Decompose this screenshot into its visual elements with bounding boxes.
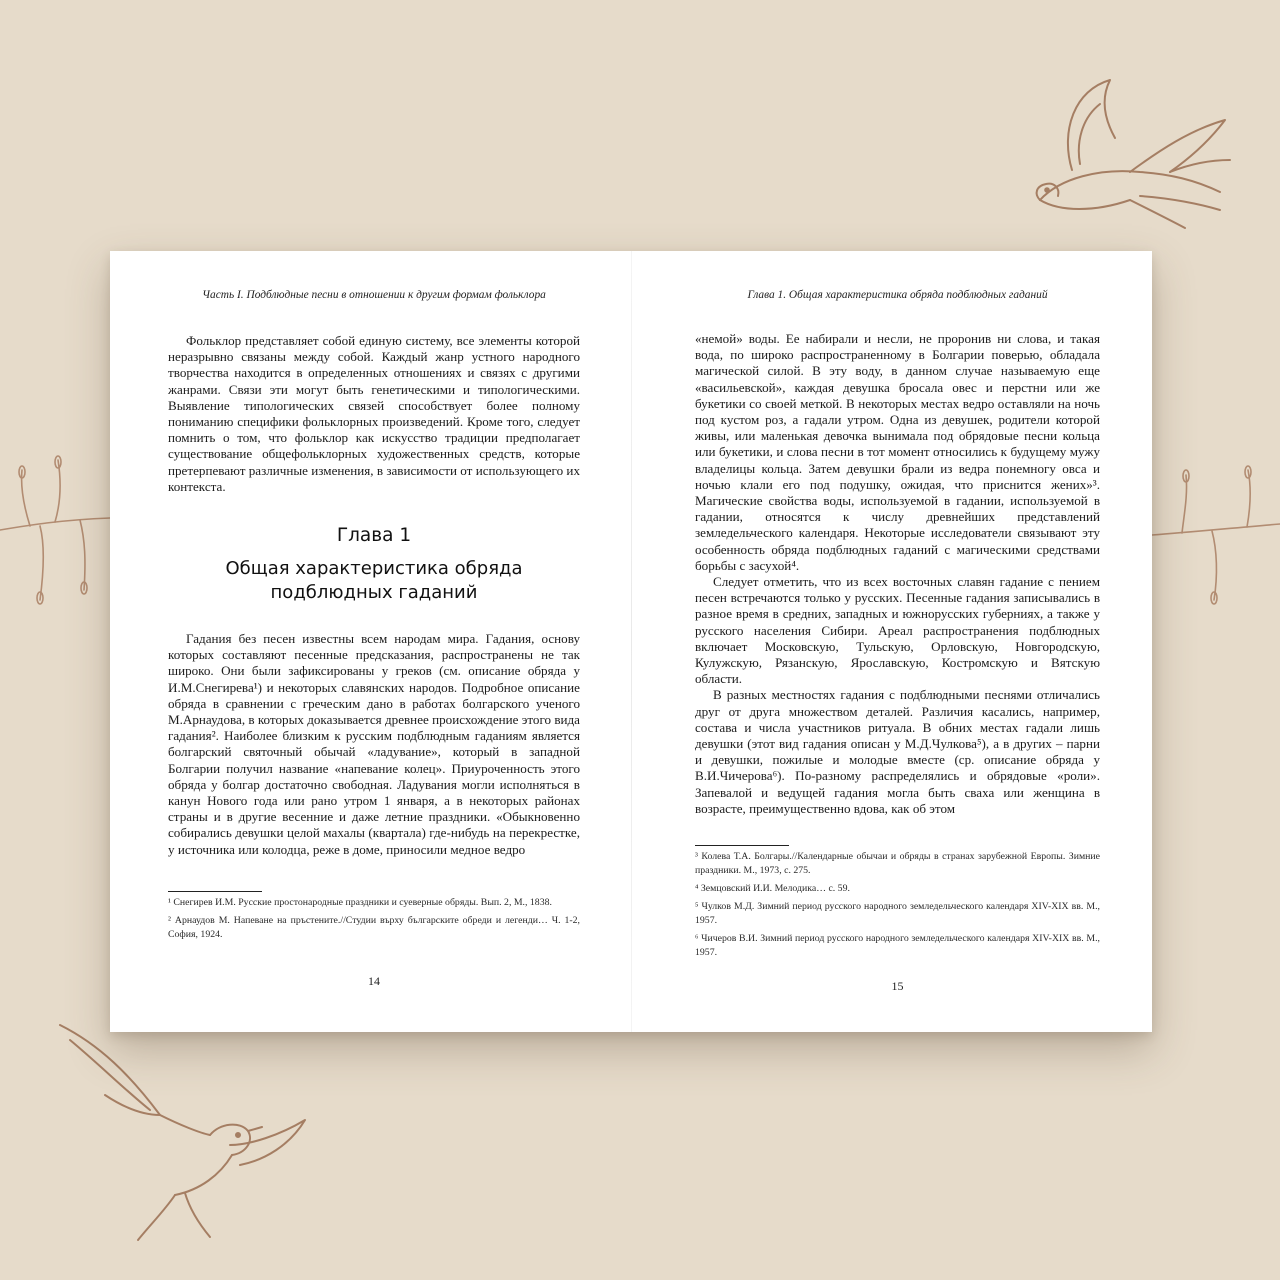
running-header-left: Часть I. Подблюдные песни в отношении к другим формам фольклора — [202, 289, 546, 301]
chapter-paragraph: Гадания без песен известны всем народам мира. Гадания, основу которых составляют песенные предсказания, распространены не так широко. Они были зафиксированы у греков (см. описание обряда у И.М.Снегирева¹) и некоторых славянских народов. Подробное описание обряда в сравнении с греческим дано в работах болгарского ученого М.Арнаудова, в которых доказывается древнее происхождение этого вида гадания². Наиболее близким к русским подблюдным гаданиям является болгарский святочный обычай «ладувание», который в западной Болгарии получил название «напевание колец». Приуроченность этого обряда у болгар достаточно свободная. Ладувания могли исполняться в канун Нового года или рано утром 1 января, а в некоторых районах страны и в другие весенние и даже летние праздники. «Обыкновенно собирались девушки целой махалы (квартала) где-нибудь на перекрестке, у источника или колодца, реже в доме, приносили медное ведро — [168, 631, 580, 857]
right-page — [695, 251, 1100, 1032]
chapter-title: Общая характеристика обряда подблюдных гаданий — [225, 558, 523, 603]
intro-paragraph: Фольклор представляет собой единую систему, все элементы которой неразрывно связаны между собой. Каждый жанр устного народного творчества находится в определенных отношениях и связях с другими жанрами. Связи эти могут быть генетическими и типологическими. Выявление типологических связей способствует более полному пониманию специфики фольклорных произведений. Кроме того, следует помнить о том, что фольклор как искусство традиции предполагает существование общефольклорных художественных средств, которые претерпевают различные изменения, в зависимости от использующего их контекста. — [168, 333, 580, 494]
footnote-rule-right — [695, 845, 789, 846]
running-header-right: Глава 1. Общая характеристика обряда подблюдных гаданий — [747, 289, 1048, 301]
footnote: ⁶ Чичеров В.И. Зимний период русского народного земледельческого календаря XIV-XIX вв. М., 1957. — [695, 933, 1100, 958]
willow-branch-left-icon — [0, 430, 110, 640]
page-number-right: 15 — [891, 979, 904, 993]
footnote: ⁵ Чулков М.Д. Зимний период русского народного земледельческого календаря XIV-XIX вв. М., 1957. — [695, 901, 1100, 926]
intro-text — [168, 333, 580, 495]
right-body-text — [695, 331, 1100, 817]
footnote: ³ Колева Т.А. Болгары.//Календарные обычаи и обряды в странах зарубежной Европы. Зимние праздники. М., 1973, с. 275. — [695, 851, 1100, 876]
book-spread — [110, 251, 1152, 1032]
chapter-number: Глава 1 — [336, 525, 412, 546]
swallow-bottom-left-icon — [50, 1015, 310, 1245]
swallow-top-right-icon — [1020, 60, 1250, 230]
willow-branch-right-icon — [1152, 440, 1280, 640]
chapter-text — [168, 631, 580, 858]
paragraph: В разных местностях гадания с подблюдными песнями отличались друг от друга множеством деталей. Различия касались, например, состава и числа участников ритуала. В обних местах гадали лишь девушки (этот вид гадания описан у М.Д.Чулкова⁵), а в других – парни и девушки, пожилые и молодые вместе (ср. описание обряда у В.И.Чичерова⁶). По-разному распределялись и обрядовые «роли». Запевалой и ведущей гадания могла быть сваха или женщина в возрасте, преимущественно вдова, как об этом — [695, 687, 1100, 816]
footnotes-left — [168, 896, 580, 946]
book-gutter — [631, 251, 632, 1032]
footnotes-right — [695, 850, 1100, 964]
footnote: ¹ Снегирев И.М. Русские простонародные праздники и суеверные обряды. Вып. 2, М., 1838. — [168, 897, 552, 908]
paragraph: «немой» воды. Ее набирали и несли, не проронив ни слова, и такая вода, по широко распространенному в Болгарии поверью, обладала магической силой. В эту воду, в данном случае называемую еще «васильевской», каждая девушка бросала овес и перстни или же букетики со своей меткой. В некоторых местах ведро оставляли на ночь под кустом роз, а гадали утром. Одна из девушек, родители которой живы, или маленькая девочка вынимала под обрядовые песни кольца или букетики, и слова песни в тот момент относились к будущему мужу владелицы кольца. Затем девушки брали из ведра понемногу овса и ночью клали его под подушку, ожидая, что приснится жених»³. Магические свойства воды, используемой в гадании, используемой в гадании, относятся к числу древнейших представлений земледельческого календаря. Некоторые исследователи связывают эту особенность обряда подблюдных гаданий с магическими средствами борьбы с засухой⁴. — [695, 331, 1100, 573]
paragraph: Следует отметить, что из всех восточных славян гадание с пением песен встречаются только у русских. Песенные гадания записывались в разное время в средних, западных и южнорусских губерниях, а также у русского населения Сибири. Ареал распространения подблюдных включает Московскую, Тульскую, Орловскую, Новгородскую, Кулужскую, Рязанскую, Ярославскую, Костромскую и Вятскую области. — [695, 574, 1100, 687]
footnote-rule-left — [168, 891, 262, 892]
page-number-left: 14 — [368, 974, 380, 988]
footnote: ² Арнаудов М. Напеване на пръстените.//Студии върху българските обреди и легенди… Ч. 1-2, София, 1924. — [168, 915, 580, 940]
left-page — [168, 251, 580, 1032]
footnote: ⁴ Земцовский И.И. Мелодика… с. 59. — [695, 883, 850, 894]
